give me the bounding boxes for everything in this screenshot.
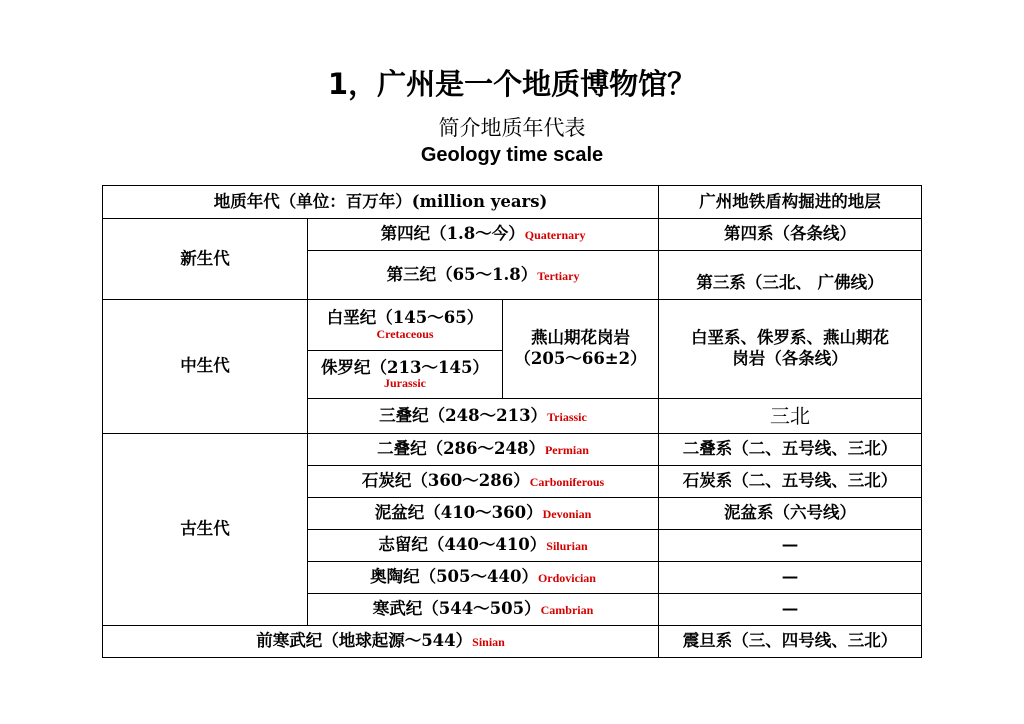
period-cn: 奥陶纪（505～440） xyxy=(370,567,538,587)
period-cn: 泥盆纪（410～360） xyxy=(374,503,543,523)
layer-tertiary: 第三系（三北、 广佛线） xyxy=(659,251,922,300)
yanshan-line1: 燕山期花岗岩 xyxy=(531,328,631,348)
yanshan-line2: （205～66±2） xyxy=(514,349,647,368)
period-cn: 白垩纪（145～65） xyxy=(326,308,484,328)
yanshan-granite xyxy=(503,300,659,399)
meso-layer-line2: 岗岩（各条线） xyxy=(732,349,848,368)
layer-devonian: 泥盆系（六号线） xyxy=(659,498,922,530)
layer-silurian: — xyxy=(659,530,922,562)
period-cn: 第三纪（65～1.8） xyxy=(386,264,538,284)
period-cn: 二叠纪（286～248） xyxy=(377,439,545,459)
period-carboniferous xyxy=(308,466,659,498)
period-en: Tertiary xyxy=(537,268,580,283)
period-sinian xyxy=(103,626,659,658)
period-en: Carboniferous xyxy=(529,475,605,490)
period-en: Ordovician xyxy=(537,571,596,586)
table-subtitle-english: Geology time scale xyxy=(420,144,604,166)
period-jurassic xyxy=(308,351,503,399)
period-en: Quaternary xyxy=(524,228,586,243)
period-en: Sinian xyxy=(472,635,505,650)
table-row xyxy=(103,434,922,466)
layer-ordovician: — xyxy=(659,562,922,594)
period-en: Cretaceous xyxy=(376,326,434,341)
period-triassic xyxy=(308,399,659,434)
table-header-row xyxy=(103,186,922,219)
period-cn: 寒武纪（544～505） xyxy=(372,599,541,619)
period-cn: 石炭纪（360～286） xyxy=(361,471,530,491)
period-en: Permian xyxy=(544,443,589,458)
period-cn: 第四纪（1.8～今） xyxy=(380,224,525,244)
meso-layer-line1: 白垩系、侏罗系、燕山期花 xyxy=(691,328,890,348)
era-paleozoic: 古生代 xyxy=(103,434,308,626)
layer-cambrian: — xyxy=(659,594,922,626)
period-quaternary xyxy=(308,219,659,251)
layer-carboniferous: 石炭系（二、五号线、三北） xyxy=(659,466,922,498)
period-en: Silurian xyxy=(546,539,588,554)
page-title: 1，广州是一个地质博物馆？ xyxy=(327,67,697,101)
period-en: Triassic xyxy=(547,409,587,424)
period-cn: 前寒武纪（地球起源～544） xyxy=(256,631,473,651)
header-era-column: 地质年代（单位：百万年）(million years) xyxy=(103,186,659,219)
table-row xyxy=(103,300,922,351)
period-cambrian xyxy=(308,594,659,626)
era-mesozoic: 中生代 xyxy=(103,300,308,434)
period-silurian xyxy=(308,530,659,562)
layer-sinian: 震旦系（三、四号线、三北） xyxy=(659,626,922,658)
period-devonian xyxy=(308,498,659,530)
layer-mesozoic xyxy=(659,300,922,399)
period-cn: 侏罗纪（213～145） xyxy=(321,357,489,377)
period-cn: 三叠纪（248～213） xyxy=(379,405,548,425)
header-layer-column: 广州地铁盾构掘进的地层 xyxy=(659,186,922,219)
geologic-time-table xyxy=(102,185,922,658)
layer-permian: 二叠系（二、五号线、三北） xyxy=(659,434,922,466)
period-cretaceous xyxy=(308,300,503,351)
era-cenozoic: 新生代 xyxy=(103,219,308,300)
period-en: Devonian xyxy=(542,507,592,522)
table-row xyxy=(103,626,922,658)
layer-triassic: 三北 xyxy=(659,399,922,434)
table-row xyxy=(103,219,922,251)
period-cn: 志留纪（440～410） xyxy=(378,535,547,555)
period-permian xyxy=(308,434,659,466)
table-subtitle: 简介地质年代表 xyxy=(438,116,586,140)
period-en: Jurassic xyxy=(384,376,426,391)
period-en: Cambrian xyxy=(540,603,594,618)
period-tertiary xyxy=(308,251,659,300)
layer-quaternary: 第四系（各条线） xyxy=(659,219,922,251)
period-ordovician xyxy=(308,562,659,594)
